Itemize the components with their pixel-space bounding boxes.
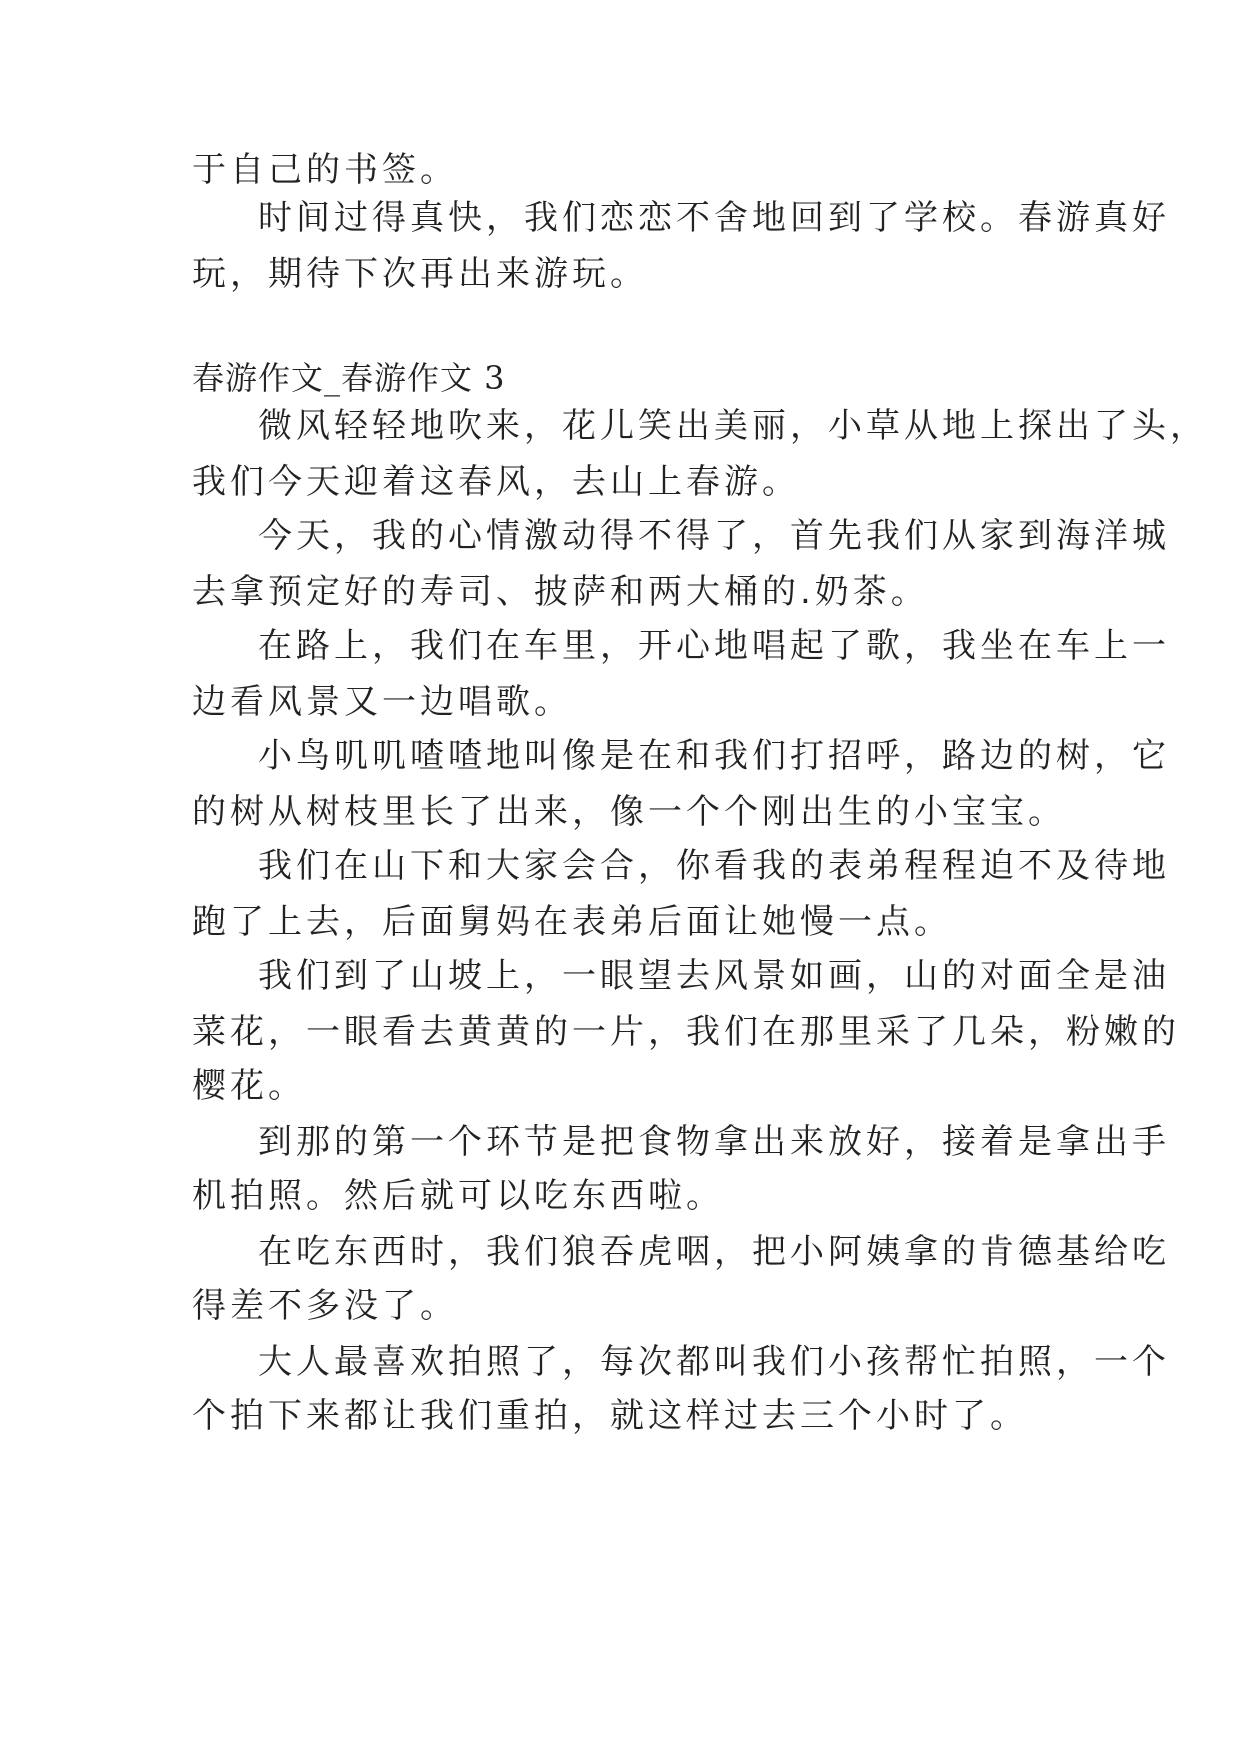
paragraph-line: 的树从树枝里长了出来，像一个个刚出生的小宝宝。 bbox=[192, 792, 1066, 832]
paragraph-line: 小鸟叽叽喳喳地叫像是在和我们打招呼，路边的树，它 bbox=[258, 736, 1170, 776]
paragraph-line: 我们到了山坡上，一眼望去风景如画，山的对面全是油 bbox=[258, 956, 1170, 996]
paragraph-line: 到那的第一个环节是把食物拿出来放好，接着是拿出手 bbox=[258, 1122, 1170, 1162]
paragraph-line: 樱花。 bbox=[192, 1066, 306, 1106]
paragraph-line: 时间过得真快，我们恋恋不舍地回到了学校。春游真好 bbox=[258, 198, 1170, 238]
paragraph-line: 于自己的书签。 bbox=[192, 150, 458, 190]
paragraph-line: 今天，我的心情激动得不得了，首先我们从家到海洋城 bbox=[258, 516, 1170, 556]
section-title: 春游作文_春游作文 3 bbox=[192, 359, 506, 397]
paragraph-line: 跑了上去，后面舅妈在表弟后面让她慢一点。 bbox=[192, 902, 952, 942]
paragraph-line: 在路上，我们在车里，开心地唱起了歌，我坐在车上一 bbox=[258, 626, 1170, 666]
paragraph-line: 得差不多没了。 bbox=[192, 1286, 458, 1326]
paragraph-line: 大人最喜欢拍照了，每次都叫我们小孩帮忙拍照，一个 bbox=[258, 1342, 1170, 1382]
paragraph-line: 菜花，一眼看去黄黄的一片，我们在那里采了几朵，粉嫩的 bbox=[192, 1012, 1180, 1052]
paragraph-line: 在吃东西时，我们狼吞虎咽，把小阿姨拿的肯德基给吃 bbox=[258, 1232, 1170, 1272]
paragraph-line: 我们在山下和大家会合，你看我的表弟程程迫不及待地 bbox=[258, 846, 1170, 886]
paragraph-line: 微风轻轻地吹来，花儿笑出美丽，小草从地上探出了头， bbox=[258, 406, 1208, 446]
paragraph-line: 玩，期待下次再出来游玩。 bbox=[192, 254, 648, 294]
paragraph-line: 机拍照。然后就可以吃东西啦。 bbox=[192, 1176, 724, 1216]
paragraph-line: 个拍下来都让我们重拍，就这样过去三个小时了。 bbox=[192, 1396, 1028, 1436]
paragraph-line: 去拿预定好的寿司、披萨和两大桶的.奶茶。 bbox=[192, 572, 929, 612]
paragraph-line: 边看风景又一边唱歌。 bbox=[192, 682, 572, 722]
paragraph-line: 我们今天迎着这春风，去山上春游。 bbox=[192, 462, 800, 502]
